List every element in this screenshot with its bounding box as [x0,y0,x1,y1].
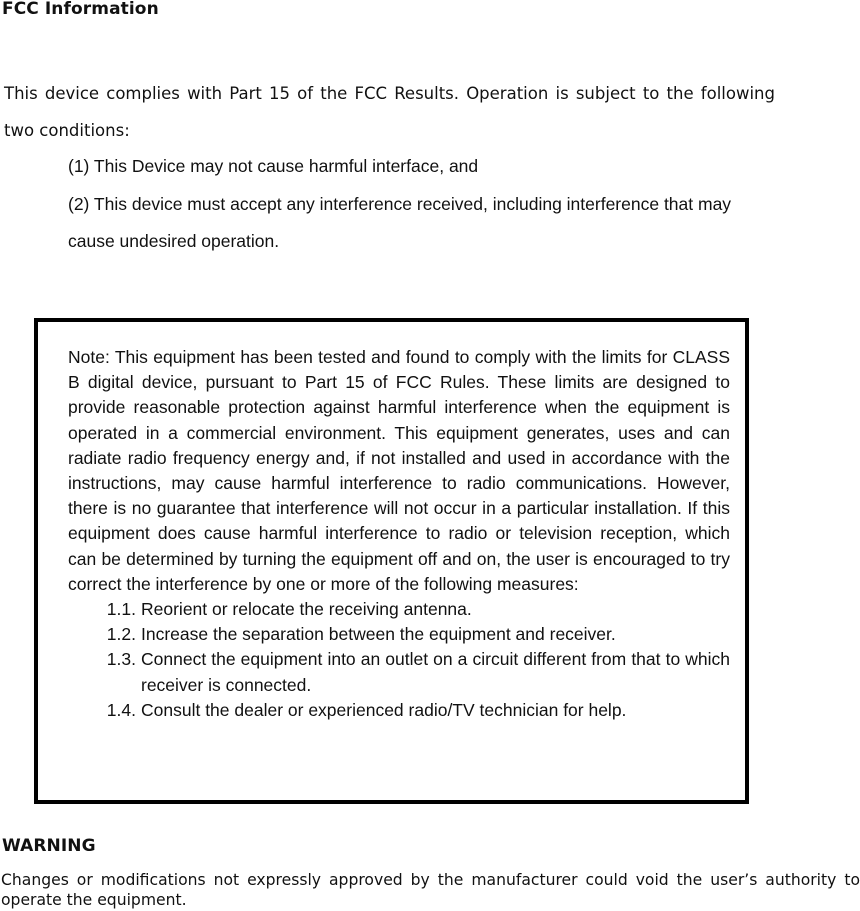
measure-number: 1.4. [106,699,136,720]
measure-item [68,647,730,697]
measure-text: Consult the dealer or experienced radio/TV technician for help. [141,699,627,720]
measure-number: 1.2. [106,624,136,645]
measure-item [68,622,730,647]
measure-item [68,698,730,723]
measure-text: Connect the equipment into an outlet on a circuit different from that to which receiver is connected. [141,649,730,695]
measure-text: Increase the separation between the equipment and receiver. [141,624,616,645]
note-content [68,345,730,723]
note-box [34,318,749,804]
measure-number: 1.3. [106,649,136,670]
measures-list [68,597,730,723]
measure-number: 1.1. [106,599,136,620]
fcc-intro-paragraph: This device complies with Part 15 of the FCC Results. Operation is subject to the following two conditions: [4,84,775,140]
warning-heading: WARNING [2,836,96,856]
condition-item: (1) This Device may not cause harmful interface, and [68,156,479,176]
condition-item: (2) This device must accept any interference received, including interference that may cause undesired operation. [68,193,732,251]
measure-item [68,597,730,622]
warning-text: Changes or modifications not expressly approved by the manufacturer could void the user’s authority to operate the equipment. [1,871,860,909]
fcc-conditions-list [68,148,778,261]
note-paragraph: Note: This equipment has been tested and found to comply with the limits for CLASS B digital device, pursuant to Part 15 of FCC Rules. These limits are designed to provide reasonable protection against harmful interference when the equipment is operated in a commercial environment. This equipment generates, uses and can radiate radio frequency energy and, if not installed and used in accordance with the instructions, may cause harmful interference to radio communications. However, there is no guarantee that interference will not occur in a particular installation. If this equipment does cause harmful interference to radio or television reception, which can be determined by turning the equipment off and on, the user is encouraged to try correct the interference by one or more of the following measures: [68,347,730,594]
measure-text: Reorient or relocate the receiving antenna. [141,599,472,620]
fcc-heading: FCC Information [2,0,159,19]
